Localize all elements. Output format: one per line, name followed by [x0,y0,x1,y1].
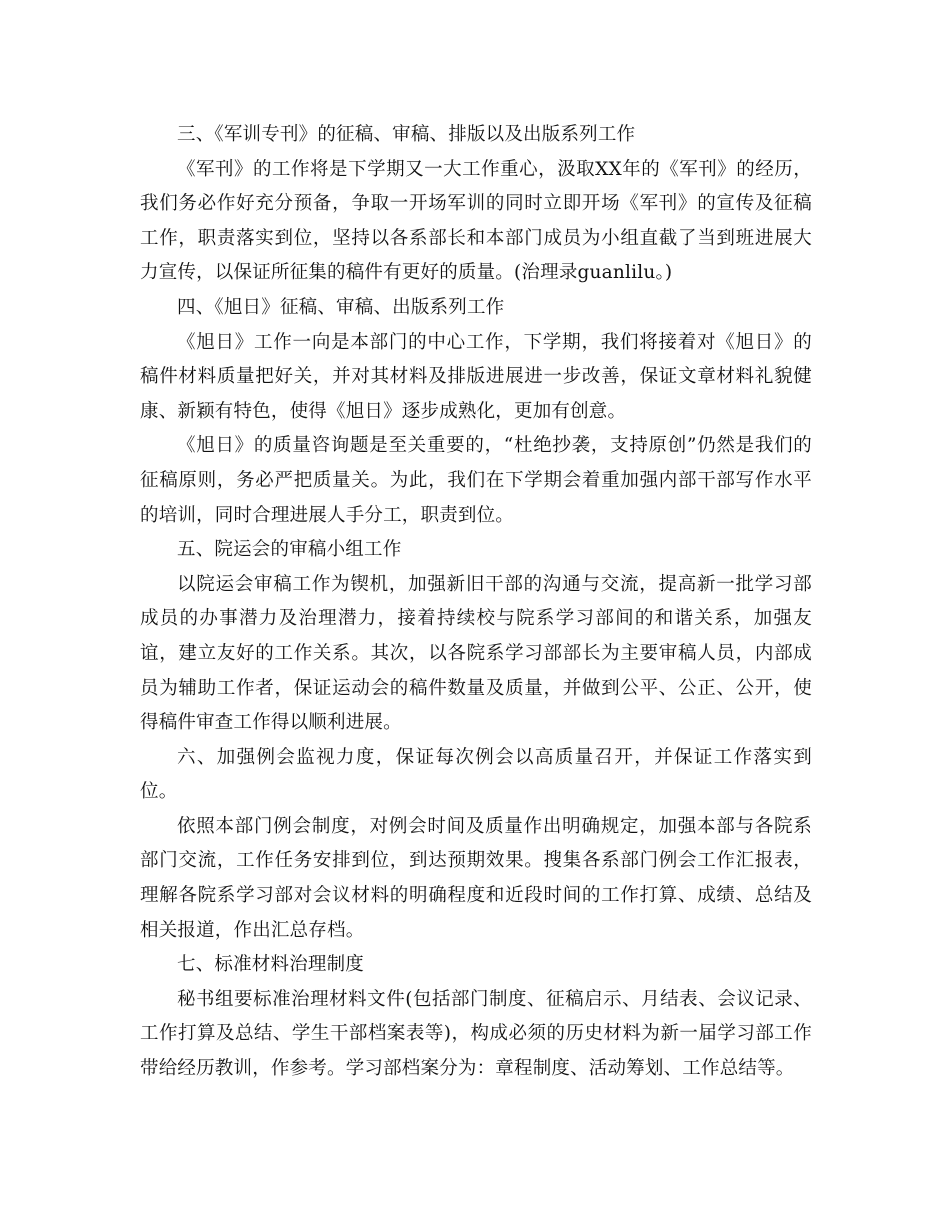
section-heading-4: 四、《旭日》征稿、审稿、出版系列工作 [177,296,505,318]
paragraph-military-journal: 《军刊》的工作将是下学期又一大工作重心，汲取XX年的《军刊》的经历，我们务必作好充分预备，争取一开场军训的同时立即开场《军刊》的宣传及征稿工作，职责落实到位，坚持以各系部长和本部门成员为小组直截了当到班进展大力宣传，以保证所征集的稿件有更好的质量。(治理录guanlilu。) [140,158,812,284]
paragraph-xuri-work: 《旭日》工作一向是本部门的中心工作，下学期，我们将接着对《旭日》的稿件材料质量把好关，并对其材料及排版进展进一步改善，保证文章材料礼貌健康、新颖有特色，使得《旭日》逐步成熟化，更加有创意。 [140,331,812,422]
paragraph-materials: 秘书组要标准治理材料文件(包括部门制度、征稿启示、月结表、会议记录、工作打算及总结、学生干部档案表等)，构成必须的历史材料为新一届学习部工作带给经历教训，作参考。学习部档案分为：章程制度、活动筹划、工作总结等。 [140,988,812,1080]
document-page [140,118,812,1087]
paragraph-xuri-quality: 《旭日》的质量咨询题是至关重要的，“杜绝抄袭，支持原创”仍然是我们的征稿原则，务必严把质量关。为此，我们在下学期会着重加强内部干部写作水平的培训，同时合理进展人手分工，职责到位。 [140,435,812,526]
paragraph-meeting-system: 依照本部门例会制度，对例会时间及质量作出明确规定，加强本部与各院系部门交流，工作任务安排到位，到达预期效果。搜集各系部门例会工作汇报表，理解各院系学习部对会议材料的明确程度和近段时间的工作打算、成绩、总结及相关报道，作出汇总存档。 [140,815,812,941]
section-heading-5: 五、院运会的审稿小组工作 [177,539,402,561]
paragraph-sports-meet: 以院运会审稿工作为锲机，加强新旧干部的沟通与交流，提高新一批学习部成员的办事潜力及治理潜力，接着持续校与院系学习部间的和谐关系，加强友谊，建立友好的工作关系。其次，以各院系学习部部长为主要审稿人员，内部成员为辅助工作者，保证运动会的稿件数量及质量，并做到公平、公正、公开，使得稿件审查工作得以顺利进展。 [140,573,812,734]
section-heading-6: 六、加强例会监视力度，保证每次例会以高质量召开，并保证工作落实到位。 [140,746,812,803]
section-heading-3: 三、《军训专刊》的征稿、审稿、排版以及出版系列工作 [177,124,636,145]
section-heading-7: 七、标准材料治理制度 [177,954,365,976]
